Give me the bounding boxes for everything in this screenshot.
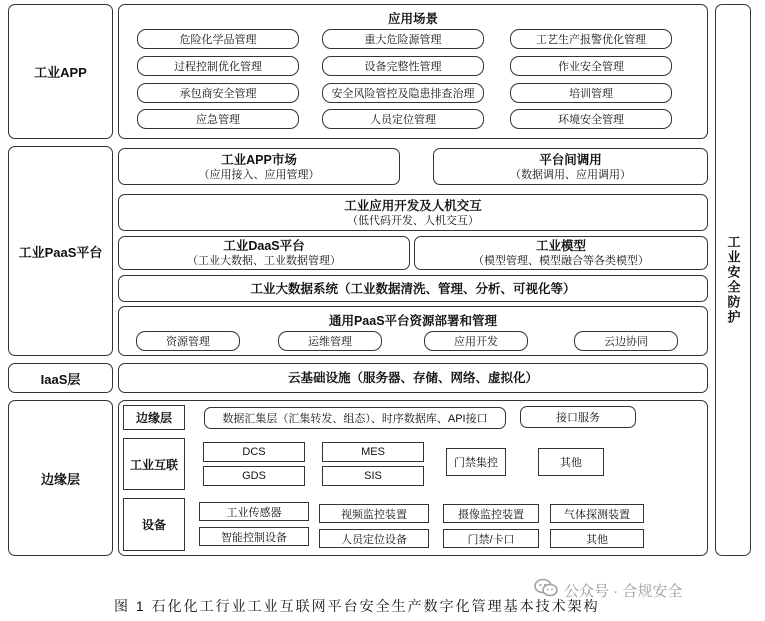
- layer-label-app: [8, 4, 113, 139]
- paas-daas: [118, 236, 410, 270]
- watermark-text: 公众号 · 合规安全: [564, 582, 683, 600]
- paas-app-dev-sub: （低代码开发、人机交互）: [347, 214, 479, 227]
- device-item: 摄像监控装置: [443, 504, 539, 523]
- iaas-cloud-infra: [118, 363, 708, 393]
- layer-label-paas: [8, 146, 113, 356]
- paas-model: [414, 236, 708, 270]
- iiot-item-access-control: 门禁集控: [446, 448, 506, 476]
- device-item: 门禁/卡口: [443, 529, 539, 548]
- layer-label-app-text: 工业APP: [34, 65, 87, 80]
- scene-item: 重大危险源管理: [322, 29, 484, 49]
- scene-item: 人员定位管理: [322, 109, 484, 129]
- iiot-item-gds: GDS: [203, 466, 305, 486]
- scene-item: 设备完整性管理: [322, 56, 484, 76]
- paas-bigdata-title: 工业大数据系统（工业数据清洗、管理、分析、可视化等）: [250, 281, 576, 296]
- paas-general-title: 通用PaaS平台资源部署和管理: [328, 314, 498, 328]
- paas-platform-call: [433, 148, 708, 185]
- paas-general-item: 云边协同: [574, 331, 678, 351]
- layer-label-edge-text: 边缘层: [40, 471, 80, 487]
- edge-row-label: 边缘层: [123, 405, 185, 430]
- device-item: 气体探测装置: [550, 504, 644, 523]
- scene-item: 作业安全管理: [510, 56, 672, 76]
- paas-app-dev: [118, 194, 708, 231]
- paas-general-item: 资源管理: [136, 331, 240, 351]
- layer-label-iaas-text: IaaS层: [40, 371, 81, 387]
- device-item: 其他: [550, 529, 644, 548]
- iiot-label: 工业互联: [123, 438, 185, 490]
- scene-item: 培训管理: [510, 83, 672, 103]
- side-security-protection: [715, 4, 751, 556]
- side-security-label: 工业安全防护: [725, 235, 741, 325]
- edge-interface-service: 接口服务: [520, 406, 636, 428]
- paas-app-dev-title: 工业应用开发及人机交互: [344, 198, 482, 213]
- app-scenes-title: 应用场景: [387, 12, 438, 26]
- device-item: 智能控制设备: [199, 527, 309, 546]
- layer-label-paas-text: 工业PaaS平台: [18, 244, 103, 260]
- figure-caption: 图 1 石化化工行业工业互联网平台安全生产数字化管理基本技术架构: [114, 598, 600, 614]
- paas-general-item: 运维管理: [278, 331, 382, 351]
- device-item: 人员定位设备: [319, 529, 429, 548]
- paas-daas-title: 工业DaaS平台: [223, 239, 305, 253]
- devices-label: 设备: [123, 498, 185, 551]
- scene-item: 应急管理: [137, 109, 299, 129]
- paas-model-title: 工业模型: [535, 239, 586, 253]
- paas-platform-call-sub: （数据调用、应用调用）: [510, 168, 631, 181]
- paas-daas-sub: （工业大数据、工业数据管理）: [187, 255, 341, 267]
- scene-item: 环境安全管理: [510, 109, 672, 129]
- paas-model-sub: （模型管理、模型融合等各类模型）: [473, 255, 649, 267]
- scene-item: 工艺生产报警优化管理: [510, 29, 672, 49]
- iiot-item-dcs: DCS: [203, 442, 305, 462]
- paas-platform-call-title: 平台间调用: [539, 152, 602, 167]
- device-item: 工业传感器: [199, 502, 309, 521]
- scene-item: 过程控制优化管理: [137, 56, 299, 76]
- device-item: 视频监控装置: [319, 504, 429, 523]
- iiot-item-other: 其他: [538, 448, 604, 476]
- layer-label-edge: [8, 400, 113, 556]
- iiot-item-sis: SIS: [322, 466, 424, 486]
- iiot-item-mes: MES: [322, 442, 424, 462]
- paas-general-item: 应用开发: [424, 331, 528, 351]
- paas-app-market: [118, 148, 400, 185]
- scene-item: 承包商安全管理: [137, 83, 299, 103]
- layer-label-iaas: [8, 363, 113, 393]
- paas-app-market-sub: （应用接入、应用管理）: [198, 168, 320, 181]
- iaas-cloud-infra-title: 云基础设施（服务器、存储、网络、虚拟化）: [287, 371, 538, 385]
- scene-item: 危险化学品管理: [137, 29, 299, 49]
- paas-app-market-title: 工业APP市场: [221, 152, 297, 167]
- paas-bigdata: [118, 275, 708, 302]
- edge-data-collection: 数据汇集层（汇集转发、组态）、时序数据库、API接口: [204, 407, 506, 429]
- scene-item: 安全风险管控及隐患排查治理: [322, 83, 484, 103]
